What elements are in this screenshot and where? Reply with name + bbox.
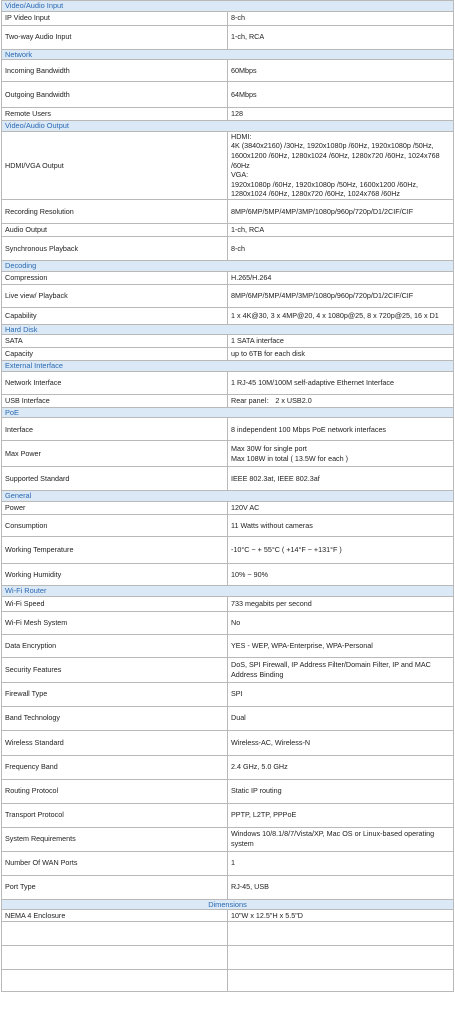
row-label: Interface (2, 418, 228, 441)
table-row (2, 563, 454, 585)
section-external-interface: External Interface (2, 361, 454, 372)
row-value: 8-ch (228, 236, 454, 260)
empty-row (2, 946, 454, 970)
row-label: Consumption (2, 514, 228, 536)
row-label: Working Temperature (2, 536, 228, 563)
row-value: 733 megabits per second (228, 596, 454, 611)
section-video-audio-input: Video/Audio Input (2, 1, 454, 12)
row-label: Working Humidity (2, 563, 228, 585)
table-row (2, 394, 454, 407)
row-label: Power (2, 501, 228, 514)
section-general: General (2, 491, 454, 502)
row-value: SPI (228, 682, 454, 706)
table-row (2, 875, 454, 899)
row-value: HDMI: 4K (3840x2160) /30Hz, 1920x1080p /60Hz, 1920x1080p /50Hz, 1600x1200 /60Hz, 1280x1024 /60Hz, 1280x720 /60Hz, 1024x768 /60Hz VGA: 1920x1080p /60Hz, 1920x1080p /50Hz, 1600x1200 /60Hz, 1280x1024 /60Hz, 1280x720 /60Hz, 1024x768 /60Hz (228, 131, 454, 199)
row-label: Compression (2, 271, 228, 284)
row-value: Dual (228, 706, 454, 730)
row-value: 1 (228, 851, 454, 875)
table-row (2, 418, 454, 441)
row-label: Outgoing Bandwidth (2, 82, 228, 108)
table-row (2, 910, 454, 922)
row-value: YES - WEP, WPA-Enterprise, WPA-Personal (228, 634, 454, 657)
spec-table (1, 0, 454, 992)
section-header (2, 407, 454, 418)
row-label: Data Encryption (2, 634, 228, 657)
section-wifi-router: Wi-Fi Router (2, 585, 454, 596)
table-row (2, 348, 454, 361)
row-value: PPTP, L2TP, PPPoE (228, 803, 454, 827)
empty-row (2, 970, 454, 992)
table-row (2, 514, 454, 536)
row-label: Audio Output (2, 223, 228, 236)
row-value: RJ-45, USB (228, 875, 454, 899)
table-row (2, 441, 454, 467)
table-row (2, 611, 454, 634)
table-row (2, 755, 454, 779)
row-value: 8 independent 100 Mbps PoE network interfaces (228, 418, 454, 441)
table-row (2, 501, 454, 514)
empty-cell (228, 946, 454, 970)
table-row (2, 236, 454, 260)
row-label: Transport Protocol (2, 803, 228, 827)
table-row (2, 223, 454, 236)
row-label: Incoming Bandwidth (2, 60, 228, 82)
section-header (2, 585, 454, 596)
row-value: H.265/H.264 (228, 271, 454, 284)
table-row (2, 284, 454, 307)
row-value: 1 SATA interface (228, 335, 454, 348)
row-value: Windows 10/8.1/8/7/Vista/XP, Mac OS or Linux-based operating system (228, 827, 454, 851)
section-poe: PoE (2, 407, 454, 418)
table-row (2, 371, 454, 394)
section-header (2, 491, 454, 502)
table-row (2, 682, 454, 706)
table-row (2, 536, 454, 563)
row-label: Capacity (2, 348, 228, 361)
table-row (2, 60, 454, 82)
table-row (2, 199, 454, 223)
row-value: Wireless-AC, Wireless-N (228, 730, 454, 755)
row-label: Security Features (2, 657, 228, 682)
row-label: Remote Users (2, 108, 228, 121)
row-value: 2.4 GHz, 5.0 GHz (228, 755, 454, 779)
section-header (2, 324, 454, 335)
row-value: 10"W x 12.5"H x 5.5"D (228, 910, 454, 922)
row-label: HDMI/VGA Output (2, 131, 228, 199)
row-label: Two-way Audio Input (2, 25, 228, 49)
row-value: Max 30W for single port Max 108W in total ( 13.5W for each ) (228, 441, 454, 467)
row-value: -10°C ~ + 55°C ( +14°F ~ +131°F ) (228, 536, 454, 563)
row-label: SATA (2, 335, 228, 348)
row-value: 1-ch, RCA (228, 25, 454, 49)
section-header (2, 260, 454, 271)
row-label: NEMA 4 Enclosure (2, 910, 228, 922)
row-value: 11 Watts without cameras (228, 514, 454, 536)
row-label: Port Type (2, 875, 228, 899)
row-label: Capability (2, 307, 228, 324)
row-label: Max Power (2, 441, 228, 467)
row-label: Band Technology (2, 706, 228, 730)
row-value: 8MP/6MP/5MP/4MP/3MP/1080p/960p/720p/D1/2CIF/CIF (228, 284, 454, 307)
section-header (2, 49, 454, 60)
row-label: Supported Standard (2, 467, 228, 491)
row-label: System Requirements (2, 827, 228, 851)
row-label: USB Interface (2, 394, 228, 407)
row-value: DoS, SPI Firewall, IP Address Filter/Domain Filter, IP and MAC Address Binding (228, 657, 454, 682)
row-label: IP Video Input (2, 11, 228, 25)
row-label: Wi-Fi Mesh System (2, 611, 228, 634)
row-label: Frequency Band (2, 755, 228, 779)
row-value: 120V AC (228, 501, 454, 514)
table-row (2, 335, 454, 348)
row-label: Wireless Standard (2, 730, 228, 755)
empty-row (2, 922, 454, 946)
row-label: Synchronous Playback (2, 236, 228, 260)
row-value: 128 (228, 108, 454, 121)
row-value: 8-ch (228, 11, 454, 25)
table-row (2, 82, 454, 108)
row-label: Wi-Fi Speed (2, 596, 228, 611)
row-value: 60Mbps (228, 60, 454, 82)
row-label: Recording Resolution (2, 199, 228, 223)
row-value: No (228, 611, 454, 634)
row-label: Routing Protocol (2, 779, 228, 803)
table-row (2, 779, 454, 803)
table-row (2, 108, 454, 121)
section-header (2, 1, 454, 12)
table-row (2, 851, 454, 875)
row-value: Static IP routing (228, 779, 454, 803)
row-label: Live view/ Playback (2, 284, 228, 307)
section-header (2, 121, 454, 132)
table-row (2, 11, 454, 25)
empty-cell (228, 970, 454, 992)
section-header (2, 899, 454, 910)
row-value: 1-ch, RCA (228, 223, 454, 236)
table-row (2, 730, 454, 755)
table-row (2, 803, 454, 827)
section-video-audio-output: Video/Audio Output (2, 121, 454, 132)
table-row (2, 657, 454, 682)
table-row (2, 467, 454, 491)
row-value: up to 6TB for each disk (228, 348, 454, 361)
row-value: Rear panel： 2 x USB2.0 (228, 394, 454, 407)
row-value: 10% ~ 90% (228, 563, 454, 585)
row-label: Number Of WAN Ports (2, 851, 228, 875)
section-decoding: Decoding (2, 260, 454, 271)
section-dimensions: Dimensions (2, 899, 454, 910)
row-value: 1 RJ-45 10M/100M self-adaptive Ethernet Interface (228, 371, 454, 394)
table-row (2, 706, 454, 730)
table-row (2, 634, 454, 657)
empty-cell (2, 946, 228, 970)
row-value: 1 x 4K@30, 3 x 4MP@20, 4 x 1080p@25, 8 x 720p@25, 16 x D1 (228, 307, 454, 324)
empty-cell (2, 922, 228, 946)
row-value: IEEE 802.3at, IEEE 802.3af (228, 467, 454, 491)
section-header (2, 361, 454, 372)
empty-cell (228, 922, 454, 946)
row-label: Network Interface (2, 371, 228, 394)
table-row (2, 307, 454, 324)
table-row (2, 271, 454, 284)
table-row (2, 25, 454, 49)
row-value: 64Mbps (228, 82, 454, 108)
row-label: Firewall Type (2, 682, 228, 706)
empty-cell (2, 970, 228, 992)
section-network: Network (2, 49, 454, 60)
table-row (2, 596, 454, 611)
table-row (2, 827, 454, 851)
section-hard-disk: Hard Disk (2, 324, 454, 335)
row-value: 8MP/6MP/5MP/4MP/3MP/1080p/960p/720p/D1/2CIF/CIF (228, 199, 454, 223)
table-row (2, 131, 454, 199)
